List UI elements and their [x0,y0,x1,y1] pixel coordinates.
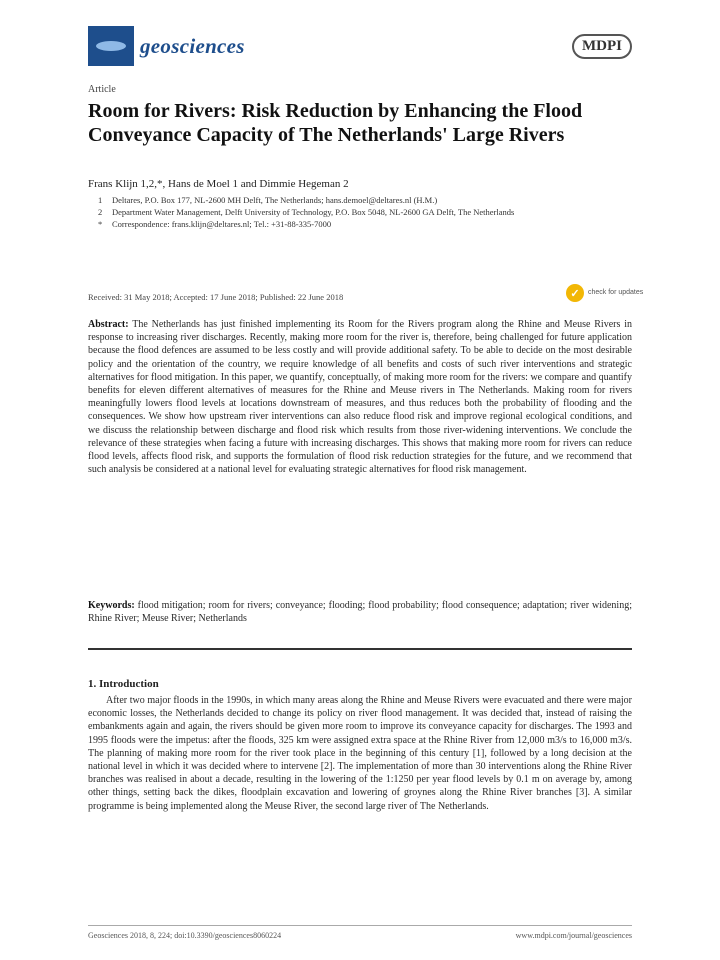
affiliation-item [98,194,618,206]
affiliation-number: * [98,219,103,229]
introduction-body [88,694,632,813]
affiliation-number: 2 [98,207,103,217]
check-for-updates-label: check for updates [588,289,644,296]
keywords [88,599,632,626]
keywords-label: Keywords: [88,600,135,611]
paper-title: Room for Rivers: Risk Reduction by Enhancing the Flood Conveyance Capacity of The Netherlands' Large Rivers [88,100,583,146]
publisher-logo: MDPI [572,34,632,59]
publication-dates: Received: 31 May 2018; Accepted: 17 June 2018; Published: 22 June 2018 [88,292,344,302]
affiliation-text: Department Water Management, Delft University of Technology, P.O. Box 5048, NL-2600 GA Delft, The Netherlands [112,207,515,217]
section-heading-introduction: 1. Introduction [88,678,159,690]
affiliation-list [98,194,618,230]
affiliation-item [98,206,618,218]
check-for-updates-badge[interactable] [566,284,643,302]
check-mark-icon: ✓ [566,284,584,302]
article-type: Article [88,84,116,95]
keywords-text: flood mitigation; room for rivers; conveyance; flooding; flood probability; flood consequence; adaptation; river widening; Rhine River; Meuse River; Netherlands [88,600,632,625]
section-divider [88,648,632,650]
abstract-label: Abstract: [88,319,129,330]
affiliation-item [98,218,618,230]
affiliation-number: 1 [98,195,103,205]
abstract-text: The Netherlands has just finished implementing its Room for the Rivers program along the Rhine and Meuse Rivers in response to increasing river discharges. Recently, making more room for the river is, therefore, being challenged for future application because the flood defences are assumed to be less costly and will provide additional safety. To be able to decide on the most desirable policy and the orientation of the country, we require knowledge of all benefits and costs of such river interventions and strategic alternatives for flood mitigation. In this paper, we quantify, conceptually, of making more room for the rivers: we compare and quantify benefits for eleven different alternatives of measures for the Rhine and Meuse rivers in The Netherlands. Making room for rivers meaningfully lowers flood levels at locations downstream of measures, and thus reduces both the probability of flooding and the consequences. We show how upstream river interventions can also reduce flood risk and improve regional ecological conditions, and we discuss the relationship between discharge and flood risk which results from those river-widening interventions. We conclude the relevance of these strategies when facing a future with increasing discharges. This shows that making more room for rivers can reduce flood levels, affects flood risk, and supports the formulation of flood risk reduction strategies for the future, and we recommend that such analysis be considered at a national level for evaluating strategic alternatives for flood risk management. [88,319,632,476]
footer-citation: Geosciences 2018, 8, 224; doi:10.3390/geosciences8060224 [88,931,282,940]
footer-journal-link[interactable]: www.mdpi.com/journal/geosciences [515,931,632,940]
introduction-paragraph: After two major floods in the 1990s, in which many areas along the Rhine and Meuse Rivers were evacuated and there were major economic losses, the Netherlands decided to change its policy on river flood management. It was decided that, instead of raising the embankments again and again, the rivers should be given more room to improve its conveyance capacity for discharges. The 1993 and 1995 floods were the impetus: after the floods, 325 km were assigned extra space at the Rhine River from 12,000 m3/s to 16,000 m3/s. The planning of making more room for the river took place in the beginning of this century [1], followed by a long decision at the national level in which it was decided where to intervene [2]. The implementation of more than 30 interventions along the Rhine River branches was realised in about a decade, resulting in the lowering of the 1:1250 per year flood levels by 0.1 m on average by, among other things, setting back the dikes, floodplain excavation and lowering of groynes along the Rhine River branches [3]. A similar programme is being implemented along the Meuse River, the second large river of The Netherlands. [88,695,632,812]
abstract [88,318,632,476]
affiliation-text: Correspondence: frans.klijn@deltares.nl; Tel.: +31-88-335-7000 [112,219,332,229]
journal-logo-icon [88,26,134,66]
journal-name: geosciences [140,34,245,58]
footer-divider [88,925,632,926]
affiliation-text: Deltares, P.O. Box 177, NL-2600 MH Delft, The Netherlands; hans.demoel@deltares.nl (H.M.) [112,195,438,205]
author-list: Frans Klijn 1,2,*, Hans de Moel 1 and Dimmie Hegeman 2 [88,178,349,190]
